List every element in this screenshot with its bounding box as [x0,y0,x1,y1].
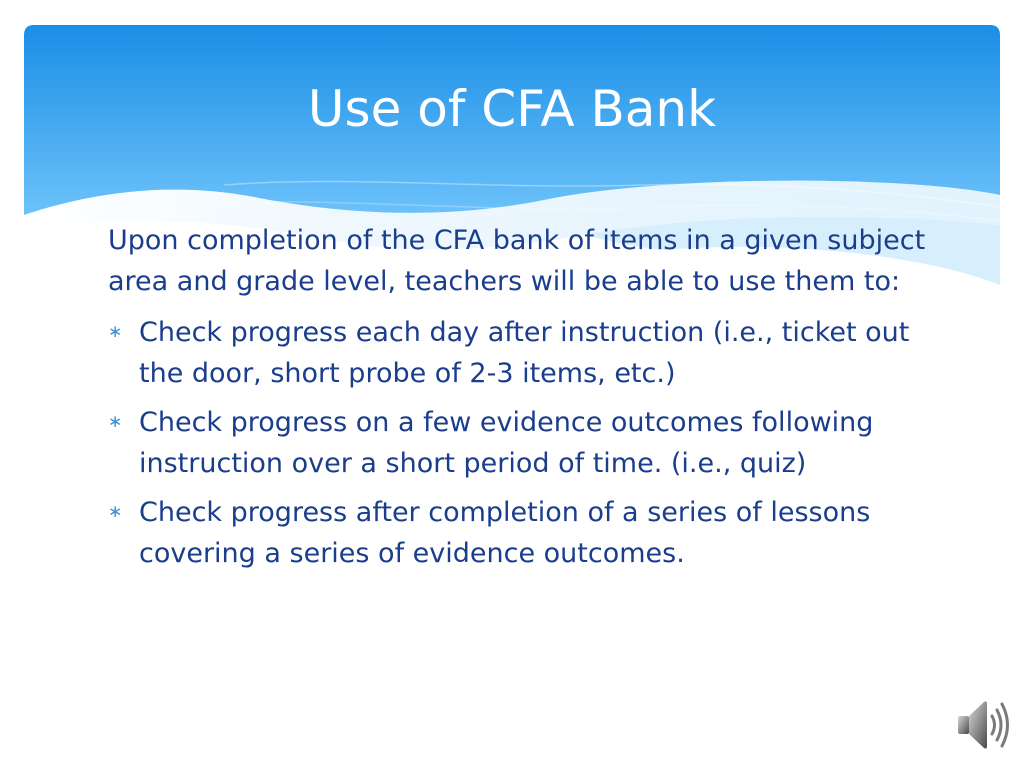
asterisk-bullet-icon: ∗ [108,412,123,432]
bullet-text: Check progress each day after instruction (i.e., ticket out the door, short probe of 2-3 items, etc.) [139,317,910,389]
speaker-icon[interactable] [952,696,1012,754]
asterisk-bullet-icon: ∗ [108,502,123,522]
bullet-item [108,402,938,484]
slide-title: Use of CFA Bank [307,80,717,138]
intro-paragraph: Upon completion of the CFA bank of items in a given subject area and grade level, teachers will be able to use them to: [108,225,926,297]
bullet-list [108,312,938,574]
bullet-item [108,492,938,574]
asterisk-bullet-icon: ∗ [108,322,123,342]
slide-body [108,220,938,582]
bullet-text: Check progress on a few evidence outcomes following instruction over a short period of time. (i.e., quiz) [139,407,874,479]
bullet-text: Check progress after completion of a series of lessons covering a series of evidence outcomes. [139,497,871,569]
bullet-item [108,312,938,394]
